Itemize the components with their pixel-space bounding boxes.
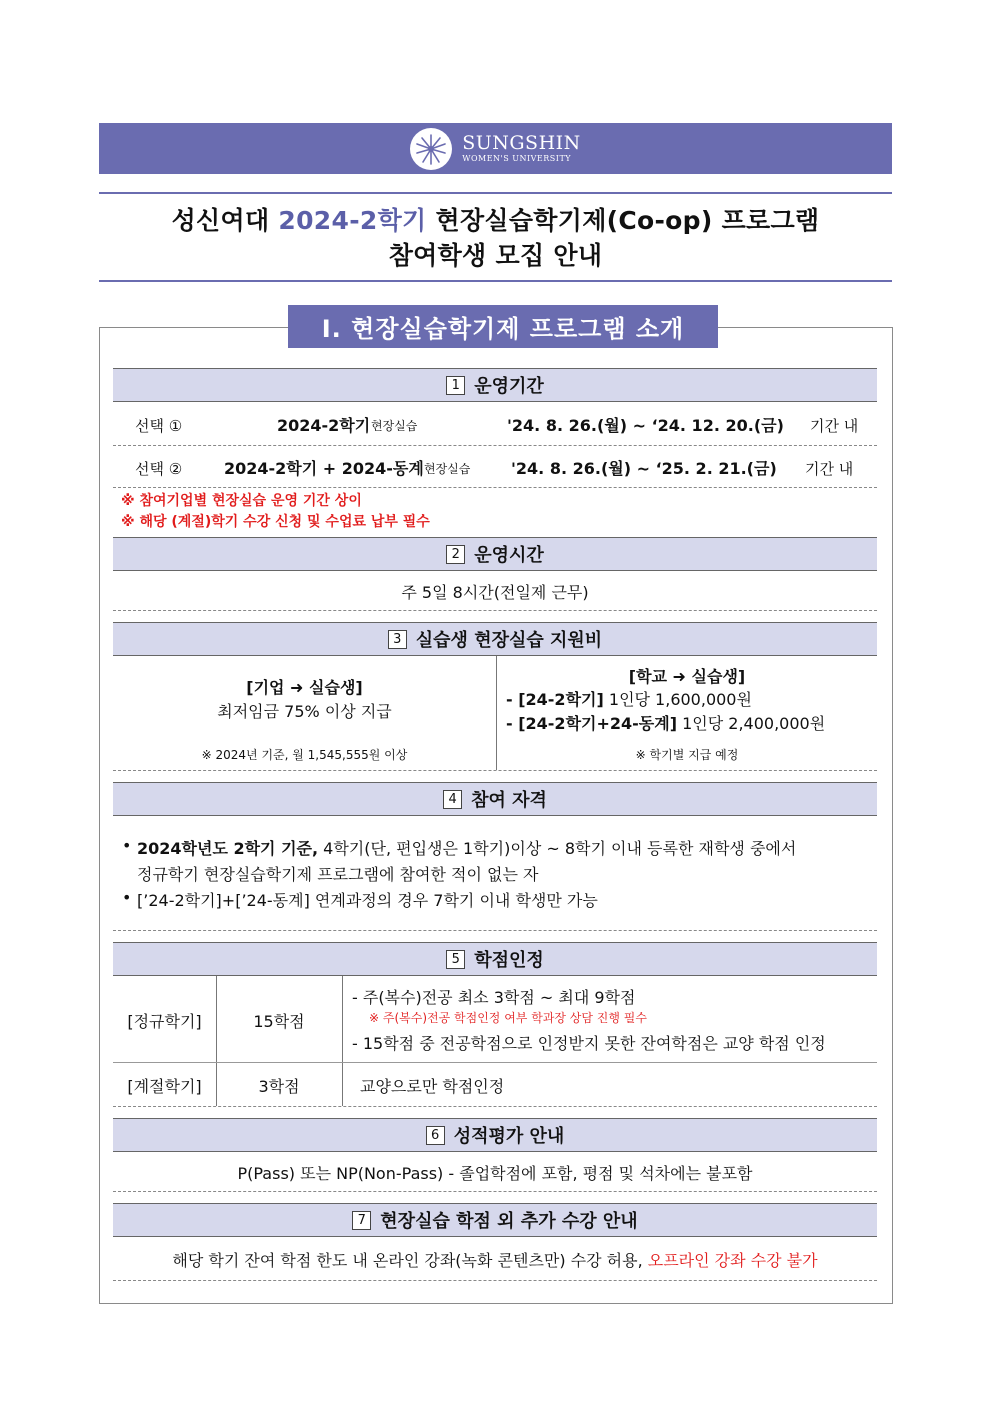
eligibility-emphasis: 2024학년도 2학기 기준, [137,839,319,858]
section-number: 4 [443,790,462,809]
eligibility-item-1-cont: 정규학기 현장실습학기제 프로그램에 참여한 적이 없는 자 [137,865,539,884]
grading-text: P(Pass) 또는 NP(Non-Pass) - 졸업학점에 포함, 평점 및 석차에는 불포함 [237,1164,753,1183]
stipend-row [113,656,877,771]
grading-row [113,1152,877,1192]
university-emblem-icon [410,128,452,170]
company-stipend-note: ※ 2024년 기준, 월 1,545,555원 이상 [201,748,408,762]
section-1-header [113,368,877,402]
eligibility-item-1 [137,836,796,859]
section-4-title: 참여 자격 [471,790,547,811]
school-stipend-head: [학교 ➜ 실습생] [628,667,746,686]
bullet-icon: • [122,888,132,907]
title-part: 성신여대 [171,206,279,235]
extra-course-row [113,1237,877,1281]
company-stipend-text: 최저임금 75% 이상 지급 [217,702,392,721]
logo-subtitle: WOMEN'S UNIVERSITY [462,154,572,163]
eligibility-text: 4학기(단, 편입생은 1학기)이상 ~ 8학기 이내 등록한 재학생 중에서 [318,839,797,858]
title-term: 2024-2학기 [278,206,427,235]
term-name: 2024-2학기 [277,416,371,435]
university-banner [99,123,892,174]
item-term: - [24-2학기+24-동계] [506,714,678,733]
school-stipend-item-1 [506,687,752,710]
seasonal-label: [계절학기] [127,1077,202,1096]
section-title: Ⅰ. 현장실습학기제 프로그램 소개 [288,305,718,348]
section-2-header [113,537,877,571]
section-number: 2 [446,545,465,564]
regular-credit: 15학점 [253,1012,305,1031]
option-label: 선택 ① [135,417,183,435]
section-3-header [113,622,877,656]
company-stipend [113,676,496,724]
section-6-header [113,1118,877,1152]
section-number: 6 [426,1126,445,1145]
section-5-header [113,942,877,976]
title-line-1 [99,203,892,238]
credit-row-regular [113,976,877,1063]
term-small: 현장실습 [371,419,418,433]
bullet-icon: • [122,836,132,855]
logo-name: SUNGSHIN [462,132,581,154]
regular-elective-credit: - 15학점 중 전공학점으로 인정받지 못한 잔여학점은 교양 학점 인정 [352,1034,826,1053]
column-divider [342,1063,343,1106]
period-suffix: 기간 내 [805,460,854,478]
seasonal-credit-text: 교양으로만 학점인정 [360,1077,505,1096]
section-7-header [113,1203,877,1237]
section-3-title: 실습생 현장실습 지원비 [415,630,603,651]
school-stipend-item-2 [506,711,825,734]
eligibility-row [113,816,877,931]
document-title [99,192,892,282]
column-divider [342,976,343,1062]
section-number: 7 [352,1211,371,1230]
term-small: 현장실습 [424,462,471,476]
section-2-title: 운영시간 [474,545,544,566]
period-range: '24. 8. 26.(월) ~ ‘24. 12. 20.(금) [507,416,784,435]
credit-row-seasonal [113,1063,877,1107]
title-line-2: 참여학생 모집 안내 [388,241,603,270]
regular-major-note: ※ 주(복수)전공 학점인정 여부 학과장 상담 진행 필수 [369,1011,647,1025]
option-label: 선택 ② [135,460,183,478]
extra-course-allowed: 해당 학기 잔여 학점 한도 내 온라인 강좌(녹화 콘텐츠만) 수강 허용, [172,1251,648,1270]
company-stipend-head: [기업 ➜ 실습생] [246,678,363,697]
term-name: 2024-2학기 + 2024-동계 [224,459,424,478]
eligibility-item-2: [’24-2학기]+[’24-동계] 연계과정의 경우 7학기 이내 학생만 가능 [137,891,598,910]
section-7-title: 현장실습 학점 외 추가 수강 안내 [380,1211,638,1232]
title-part: 현장실습학기제(Co-op) 프로그램 [426,206,820,235]
item-amount: 1인당 2,400,000원 [677,714,826,733]
extra-course-restriction: 오프라인 강좌 수강 불가 [647,1251,818,1270]
period-note-1: ※ 참여기업별 현장실습 운영 기간 상이 [121,493,362,509]
period-suffix: 기간 내 [810,417,859,435]
regular-label: [정규학기] [127,1012,202,1031]
section-4-header [113,782,877,816]
university-logo-text [462,134,581,163]
extra-course-text [113,1237,877,1271]
item-amount: 1인당 1,600,000원 [603,690,752,709]
section-number: 5 [446,950,465,969]
section-5-title: 학점인정 [474,950,544,971]
period-row-1 [113,403,877,446]
section-number: 1 [446,376,465,395]
section-number: 3 [388,630,407,649]
school-stipend-note: ※ 학기별 지급 예정 [635,748,739,762]
item-term: - [24-2학기] [506,690,604,709]
hours-text: 주 5일 8시간(전일제 근무) [401,583,589,602]
period-range: '24. 8. 26.(월) ~ ‘25. 2. 21.(금) [511,459,777,478]
section-1-title: 운영기간 [474,376,544,397]
hours-row [113,571,877,611]
period-row-2 [113,446,877,488]
period-note-2: ※ 해당 (계절)학기 수강 신청 및 수업료 납부 필수 [121,514,430,530]
section-6-title: 성적평가 안내 [453,1126,565,1147]
regular-major-credit: - 주(복수)전공 최소 3학점 ~ 최대 9학점 [352,988,636,1007]
seasonal-credit: 3학점 [258,1077,300,1096]
